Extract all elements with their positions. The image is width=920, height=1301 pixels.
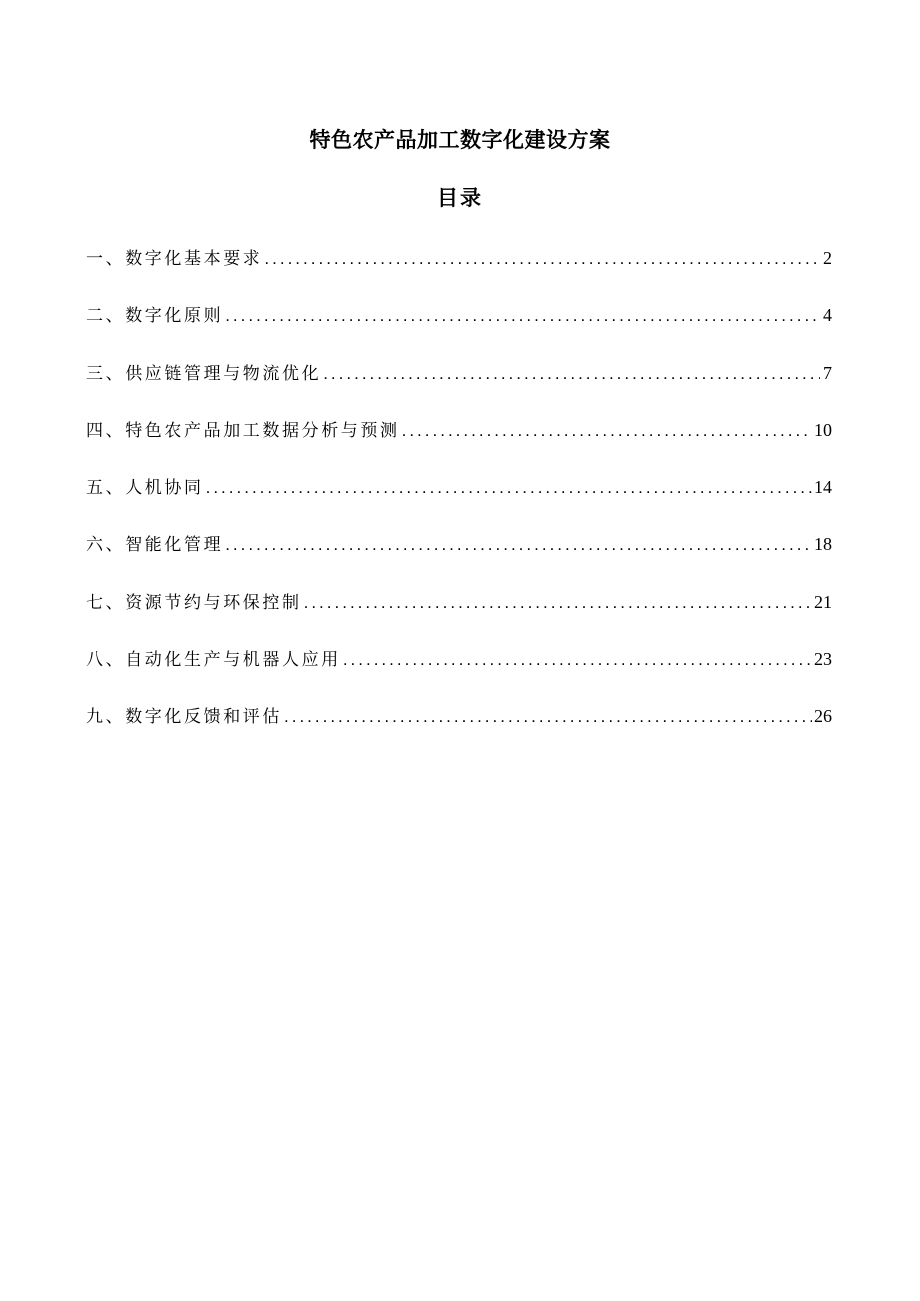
toc-entry-2[interactable] [86, 300, 832, 357]
toc-page-number: 2 [823, 248, 832, 268]
toc-entry-7[interactable] [86, 587, 832, 644]
toc-entry-label: 三、供应链管理与物流优化 [86, 363, 322, 384]
toc-page-number: 23 [814, 649, 832, 670]
toc-entry-4[interactable] [86, 415, 832, 472]
toc-dot-leader [225, 301, 820, 331]
toc-dot-leader [264, 244, 820, 274]
toc-dot-leader [402, 416, 812, 446]
toc-entry-6[interactable] [86, 529, 832, 586]
toc-dot-leader [343, 645, 812, 675]
toc-page-number: 21 [814, 591, 832, 612]
toc-page-number: 14 [814, 477, 832, 498]
toc-entry-label: 九、数字化反馈和评估 [86, 707, 282, 728]
toc-entry-1[interactable] [86, 243, 832, 300]
toc-page-number: 7 [823, 362, 832, 383]
toc-entry-8[interactable] [86, 644, 832, 701]
toc-page-number: 4 [823, 305, 832, 326]
toc-entry-label: 六、智能化管理 [86, 535, 224, 556]
toc-entry-9[interactable] [86, 701, 832, 758]
document-title: 特色农产品加工数字化建设方案 [309, 128, 611, 152]
toc-dot-leader [323, 359, 820, 389]
toc-dot-leader [284, 702, 812, 732]
toc-page-number: 26 [814, 706, 832, 727]
toc-entry-label: 一、数字化基本要求 [86, 249, 263, 269]
toc-dot-leader [206, 473, 812, 503]
toc-dot-leader [304, 588, 812, 618]
toc-entry-label: 七、资源节约与环保控制 [86, 592, 302, 613]
toc-entry-label: 八、自动化生产与机器人应用 [86, 650, 341, 671]
toc-entry-label: 四、特色农产品加工数据分析与预测 [86, 420, 400, 441]
toc-page-number: 10 [814, 419, 832, 440]
toc-entry-3[interactable] [86, 358, 832, 415]
toc-entry-label: 二、数字化原则 [86, 306, 224, 327]
toc-page-number: 18 [814, 534, 832, 555]
toc-dot-leader [225, 530, 812, 560]
toc-heading: 目录 [437, 186, 483, 210]
toc-entry-5[interactable] [86, 472, 832, 529]
table-of-contents [86, 243, 832, 759]
toc-entry-label: 五、人机协同 [86, 478, 204, 499]
